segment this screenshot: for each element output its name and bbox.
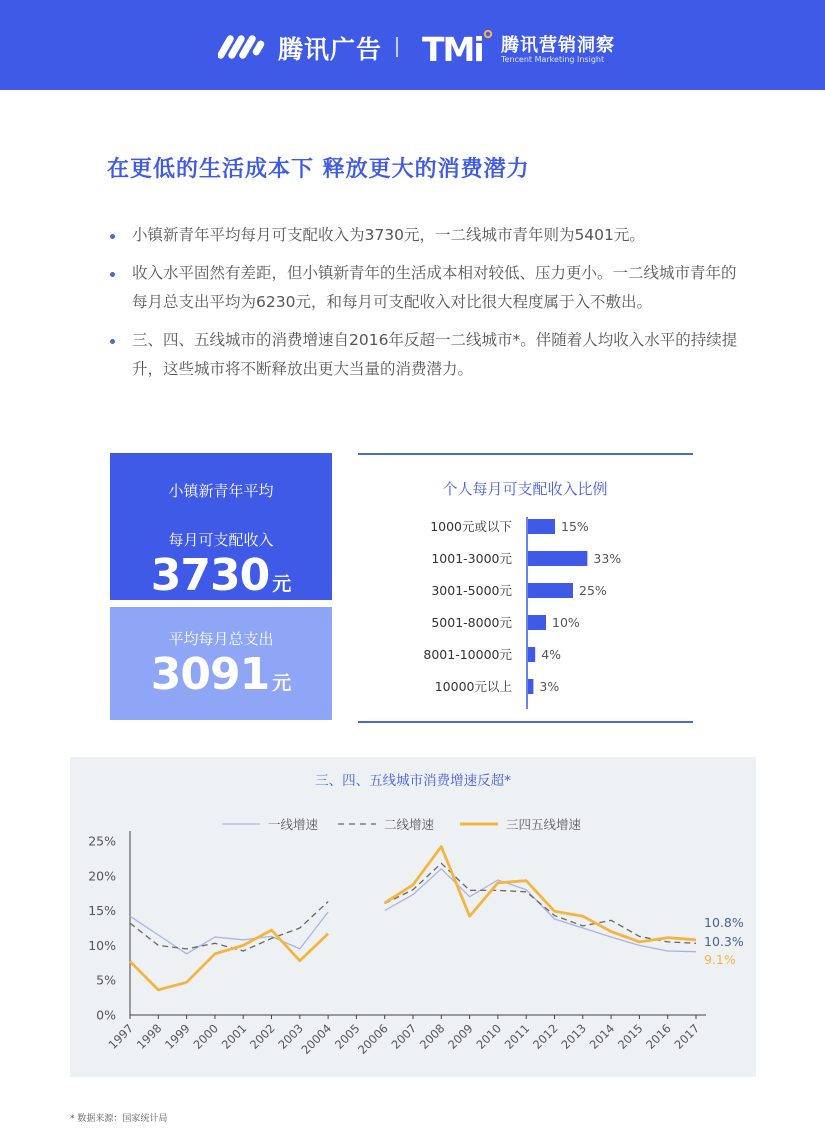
income-stat-unit: 元 — [272, 573, 292, 595]
x-tick-label: 20004 — [298, 1021, 335, 1057]
x-tick-label: 2002 — [247, 1021, 278, 1052]
bullet-item — [110, 326, 750, 385]
bar — [528, 519, 555, 534]
header-banner — [0, 0, 825, 90]
income-distribution-panel — [358, 453, 693, 723]
bar-value-label: 15% — [561, 519, 589, 534]
spend-stat-label: 平均每月总支出 — [168, 630, 274, 648]
x-tick-label: 1998 — [133, 1021, 165, 1052]
y-tick-label: 25% — [88, 833, 116, 849]
bullet-text: 收入水平固然有差距，但小镇新青年的生活成本相对较低、压力更小。一二线城市青年的每月总支出平均为6230元，和每月可支配收入对比很大程度属于入不敷出。 — [132, 263, 737, 311]
bullet-text: 三、四、五线城市的消费增速自2016年反超一二线城市*。伴随着人均收入水平的持续提升，这些城市将不断释放出更大当量的消费潜力。 — [132, 330, 738, 378]
x-tick-label: 2009 — [445, 1021, 476, 1052]
bar-category-label: 5001-8000元 — [431, 615, 512, 630]
bar-category-label: 1000元或以下 — [430, 519, 512, 534]
bar — [528, 679, 533, 694]
series-line — [385, 863, 696, 943]
bullet-dot-icon — [110, 339, 115, 344]
x-tick-label: 2014 — [586, 1021, 618, 1052]
bullet-dot-icon — [110, 234, 115, 239]
legend-label: 三四五线增速 — [506, 817, 582, 832]
x-tick-label: 2017 — [671, 1021, 703, 1052]
page-title: 在更低的生活成本下 释放更大的消费潜力 — [107, 157, 530, 182]
end-value-label: 10.3% — [704, 934, 744, 949]
bar-category-label: 8001-10000元 — [423, 647, 512, 662]
bar — [528, 551, 587, 566]
y-tick-label: 15% — [88, 903, 116, 919]
tencent-ads-logo-icon — [218, 32, 268, 62]
bar-category-label: 10000元以上 — [434, 679, 512, 694]
y-tick-label: 20% — [88, 868, 116, 884]
end-value-label: 10.8% — [704, 915, 744, 930]
income-stat-value: 3730 — [150, 550, 270, 601]
x-tick-label: 2013 — [558, 1021, 589, 1052]
bullet-item — [110, 221, 750, 251]
header-divider — [396, 37, 398, 57]
legend-label: 二线增速 — [384, 817, 435, 832]
x-tick-label: 1999 — [162, 1021, 193, 1052]
bar-value-label: 25% — [579, 583, 607, 598]
series-line — [130, 912, 328, 954]
x-tick-label: 2012 — [530, 1021, 561, 1052]
x-tick-label: 2000 — [190, 1021, 222, 1052]
x-tick-label: 2011 — [501, 1021, 533, 1052]
x-tick-label: 1997 — [105, 1021, 137, 1052]
bar — [528, 615, 546, 630]
x-tick-label: 2015 — [614, 1021, 646, 1052]
spend-stat-value: 3091 — [150, 649, 270, 700]
bar-value-label: 10% — [552, 615, 580, 630]
income-stat-label-1: 小镇新青年平均 — [168, 482, 274, 500]
tmi-logo-icon — [422, 30, 494, 64]
series-line — [385, 847, 696, 942]
spend-stat-card — [110, 607, 332, 720]
bar-chart-title: 个人每月可支配收入比例 — [442, 480, 608, 498]
line-chart-title: 三、四、五线城市消费增速反超* — [315, 773, 511, 789]
bar-category-label: 1001-3000元 — [431, 551, 512, 566]
y-tick-label: 5% — [96, 972, 116, 988]
series-line — [130, 930, 328, 990]
data-source-footnote: * 数据来源：国家统计局 — [70, 1114, 168, 1124]
income-bar-chart — [358, 455, 693, 717]
income-stat-card — [110, 453, 332, 600]
bullet-item — [110, 259, 750, 318]
svg-text:TMi: TMi — [422, 30, 483, 64]
growth-line-chart — [70, 757, 756, 1077]
spend-stat-unit: 元 — [272, 672, 292, 694]
x-tick-label: 2001 — [218, 1021, 250, 1052]
bullet-list — [110, 221, 750, 393]
series-line — [130, 902, 328, 951]
x-tick-label: 2007 — [388, 1021, 420, 1052]
bar — [528, 583, 573, 598]
x-tick-label: 2010 — [473, 1021, 505, 1052]
brand-right-english: Tencent Marketing Insight — [501, 55, 605, 64]
bar-category-label: 3001-5000元 — [431, 583, 512, 598]
x-tick-label: 2016 — [643, 1021, 674, 1052]
end-value-label: 9.1% — [704, 952, 736, 967]
x-tick-label: 20006 — [355, 1021, 391, 1057]
bar-value-label: 3% — [539, 679, 560, 694]
brand-right: 腾讯营销洞察 — [501, 35, 615, 56]
bar-value-label: 4% — [541, 647, 562, 662]
bullet-text: 小镇新青年平均每月可支配收入为3730元，一二线城市青年则为5401元。 — [132, 226, 645, 244]
growth-chart-panel — [70, 757, 756, 1077]
x-tick-label: 2005 — [331, 1021, 363, 1052]
y-tick-label: 10% — [88, 937, 116, 953]
x-tick-label: 2008 — [416, 1021, 448, 1052]
brand-left: 腾讯广告 — [278, 35, 383, 64]
income-stat-label-2: 每月可支配收入 — [168, 531, 274, 549]
bullet-dot-icon — [110, 272, 115, 277]
y-tick-label: 0% — [96, 1007, 116, 1023]
legend-label: 一线增速 — [268, 817, 319, 832]
bar — [528, 647, 535, 662]
bar-value-label: 33% — [593, 551, 622, 566]
x-tick-label: 2003 — [275, 1021, 306, 1052]
